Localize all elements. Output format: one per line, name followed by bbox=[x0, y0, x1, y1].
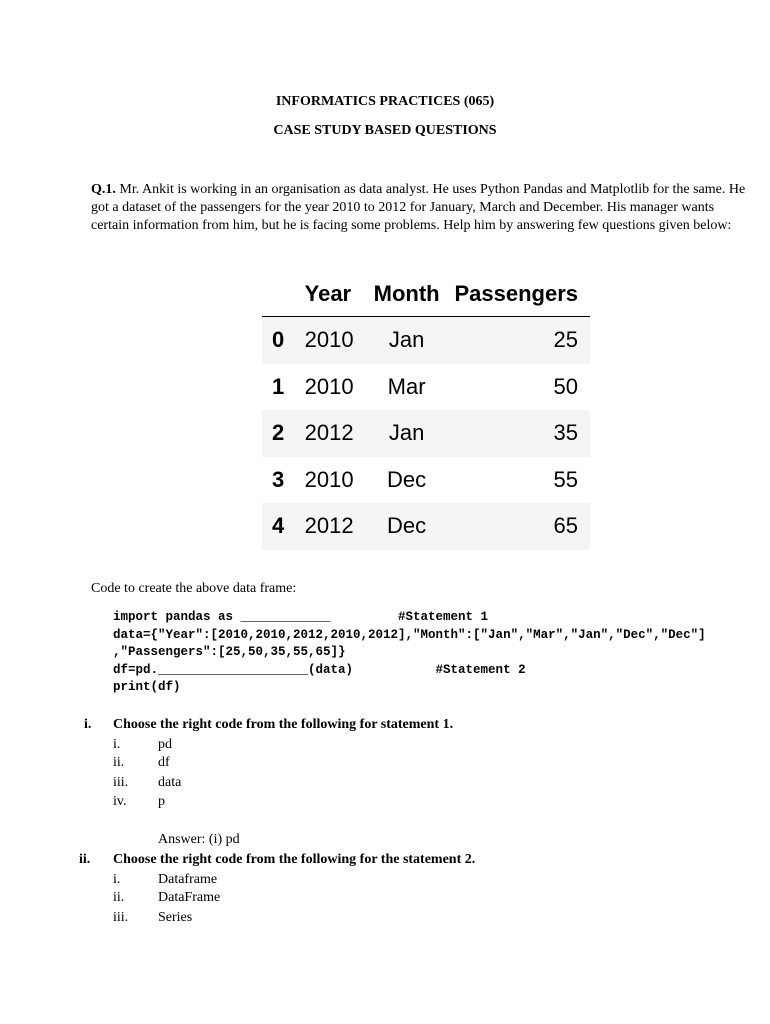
option-text: df bbox=[158, 755, 170, 770]
option-text: pd bbox=[158, 737, 172, 752]
row-index: 4 bbox=[272, 513, 285, 539]
cell-month: Jan bbox=[388, 420, 425, 446]
dataframe-table bbox=[262, 272, 590, 550]
code-line: ,"Passengers":[25,50,35,55,65]} bbox=[113, 645, 346, 659]
answer-text: Answer: (i) pd bbox=[158, 832, 240, 847]
cell-year: 2010 bbox=[304, 466, 354, 492]
question-1-label: Q.1. bbox=[91, 182, 116, 197]
column-header-month: Month bbox=[373, 281, 440, 306]
cell-passengers: 55 bbox=[553, 466, 578, 492]
subquestion-2-number: ii. bbox=[79, 852, 91, 867]
subquestion-1-text: Choose the right code from the following for statement 1. bbox=[113, 717, 454, 732]
document-subtitle: CASE STUDY BASED QUESTIONS bbox=[273, 123, 497, 138]
option-text: DataFrame bbox=[158, 890, 221, 905]
option-number: i. bbox=[113, 737, 121, 752]
option-number: i. bbox=[113, 872, 121, 887]
cell-passengers: 25 bbox=[553, 327, 578, 353]
cell-year: 2010 bbox=[304, 327, 354, 353]
subquestion-1-number: i. bbox=[84, 717, 92, 732]
option-number: iv. bbox=[113, 794, 127, 809]
column-header-passengers: Passengers bbox=[454, 281, 578, 306]
cell-passengers: 65 bbox=[553, 513, 578, 539]
option-number: ii. bbox=[113, 755, 125, 770]
code-line: print(df) bbox=[113, 680, 181, 694]
option-number: ii. bbox=[113, 890, 125, 905]
table-header-row bbox=[262, 272, 590, 317]
row-index: 2 bbox=[272, 420, 285, 446]
row-index: 3 bbox=[272, 466, 285, 492]
cell-month: Mar bbox=[387, 373, 426, 399]
row-index: 0 bbox=[272, 327, 285, 353]
option-text: p bbox=[158, 794, 165, 809]
cell-year: 2010 bbox=[304, 373, 354, 399]
option-text: data bbox=[158, 775, 182, 790]
table-row bbox=[262, 410, 590, 457]
cell-year: 2012 bbox=[304, 513, 354, 539]
question-1-intro bbox=[91, 181, 751, 235]
document-title: INFORMATICS PRACTICES (065) bbox=[275, 94, 495, 109]
option-number: iii. bbox=[113, 910, 129, 925]
code-line: data={"Year":[2010,2010,2012,2010,2012],"Month":["Jan","Mar","Jan","Dec","Dec"] bbox=[113, 627, 706, 642]
cell-month: Jan bbox=[388, 327, 425, 353]
cell-month: Dec bbox=[387, 513, 427, 539]
question-1-text: Mr. Ankit is working in an organisation as data analyst. He uses Python Pandas and Matplotlib for the same. He got a dataset of the passengers for the year 2010 to 2012 for January, March and December. His manager wants certain information from him, but he is facing some problems. Help him by answering few questions given below: bbox=[91, 182, 746, 233]
row-index: 1 bbox=[272, 373, 285, 399]
code-block bbox=[113, 609, 706, 697]
code-line: df=pd.____________________(data) #Statement 2 bbox=[113, 662, 526, 677]
cell-year: 2012 bbox=[304, 420, 354, 446]
code-caption: Code to create the above data frame: bbox=[91, 581, 297, 596]
column-header-year: Year bbox=[304, 281, 352, 306]
table-row bbox=[262, 364, 590, 411]
option-text: Series bbox=[158, 910, 193, 925]
cell-passengers: 35 bbox=[553, 420, 578, 446]
code-line: import pandas as ____________ #Statement 1 bbox=[113, 610, 489, 624]
option-number: iii. bbox=[113, 775, 129, 790]
table-row bbox=[262, 503, 590, 550]
table-row bbox=[262, 317, 590, 364]
cell-passengers: 50 bbox=[553, 373, 578, 399]
subquestion-2-text: Choose the right code from the following for the statement 2. bbox=[113, 852, 476, 867]
cell-month: Dec bbox=[387, 466, 427, 492]
option-text: Dataframe bbox=[158, 872, 218, 887]
index-header bbox=[262, 272, 299, 317]
table-row bbox=[262, 457, 590, 504]
